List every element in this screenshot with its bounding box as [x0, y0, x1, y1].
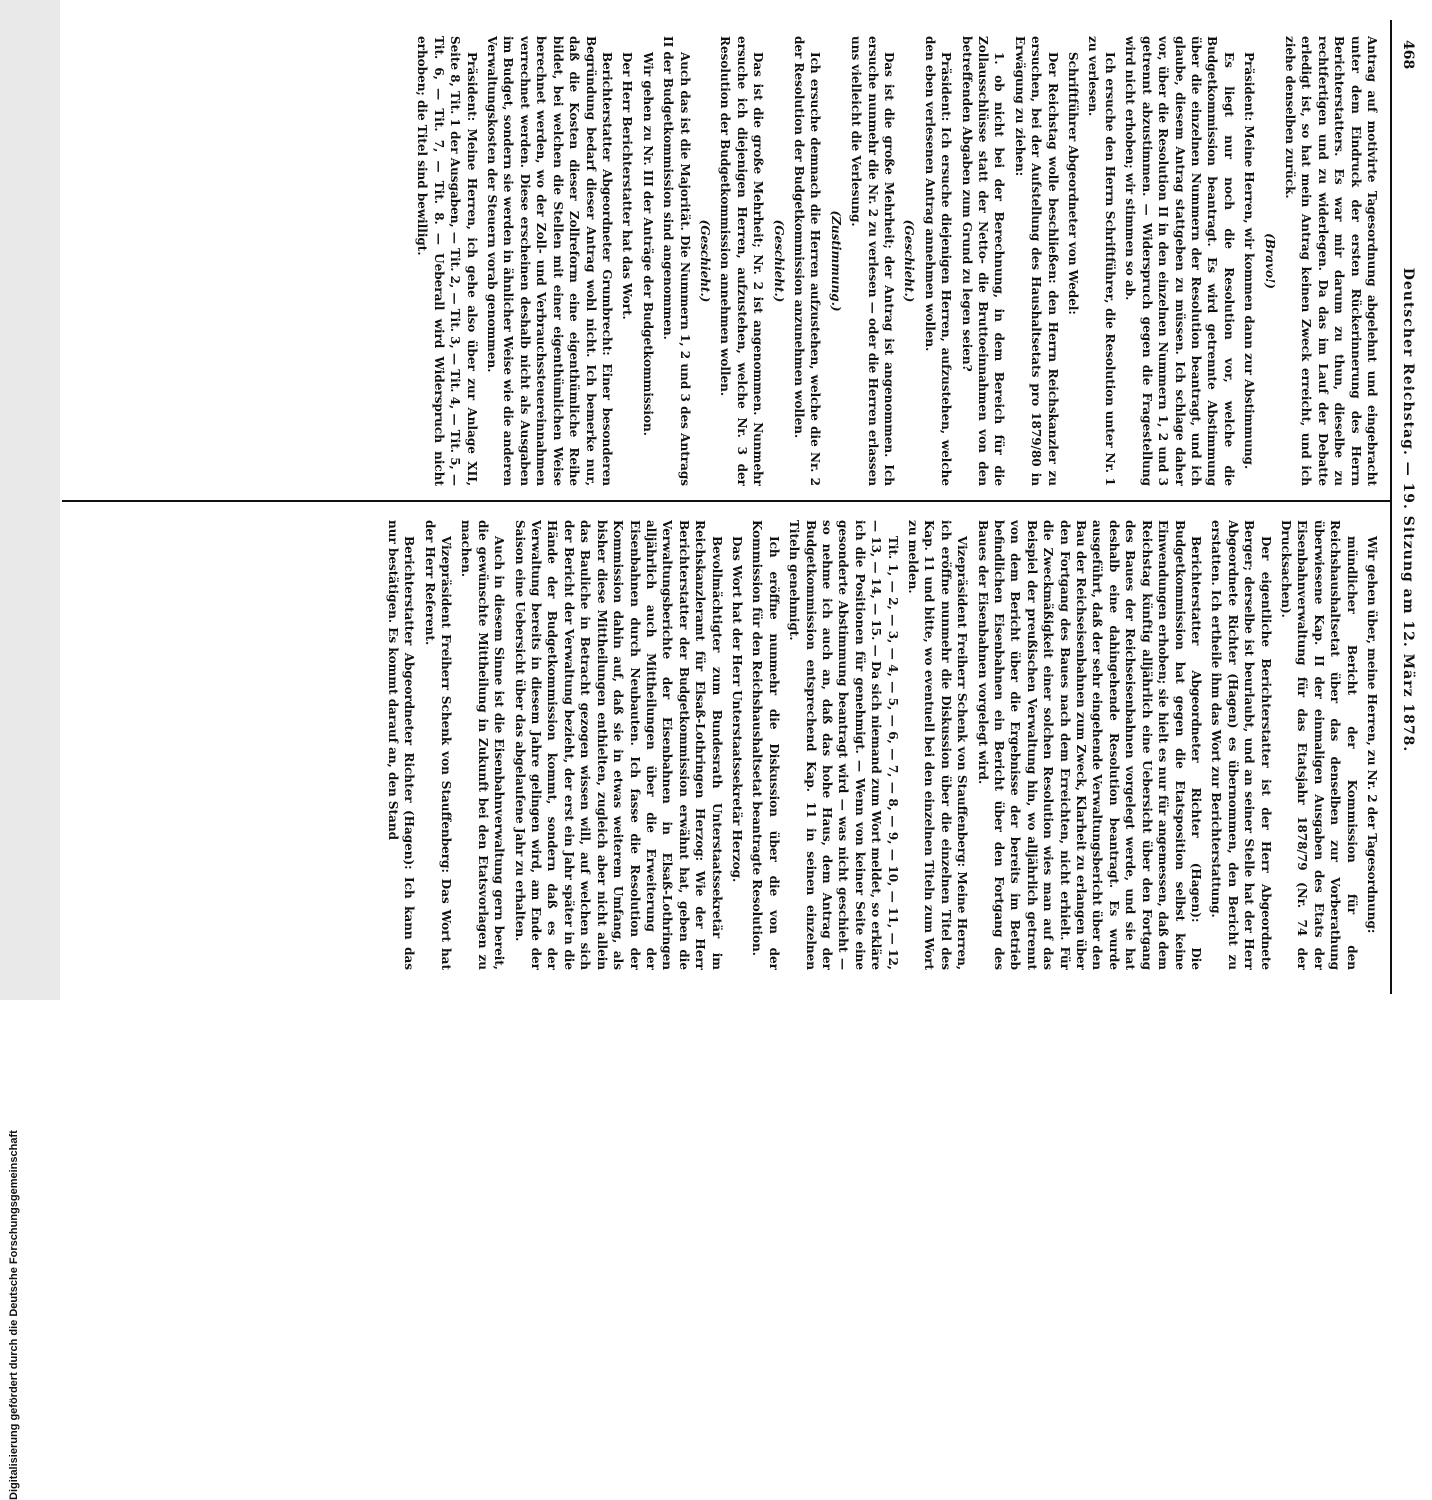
paragraph: Der Herr Berichterstatter hat das Wort. — [620, 52, 635, 320]
paragraph: Das ist die große Mehrheit; Nr. 2 ist angenommen. Nunmehr ersuche ich diejenigen Herren, aufzustehen, welche Nr. 3 der Resolution der Budgetkommission annehmen wollen. — [718, 36, 766, 486]
running-title: Deutscher Reichstag. — 19. Sitzung am 12. März 1878. — [1400, 267, 1416, 753]
paragraph: Bevollmächtigter zum Bundesrath Unterstaatssekretär im Reichskanzleramt für Elsaß-Lothringen Herzog: Wie der Herr Berichterstatter der Budgetkommission erwähnt hat, geben die Verwaltungsberichte der Eisenbahnen in Elsaß-Lothringen alljährlich auch Mittheilungen über die Erweiterung der Eisenbahnen durch Neubauten. Ich fasse die Resolution der Kommission dahin auf, daß sie in etwas weiterem Umfang, als bisher diese Mittheilungen enthielten, zugleich aber nicht allein das Bauliche in Betracht gezogen wissen will, auf welchen sich der Bericht der Verwaltung bezieht, der erst ein Jahr später in die Hände der Budgetkommission kommt, sondern daß es der Verwaltung bereits in diesem Jahre gelingen wird, am Ende der Saison eine Uebersicht über das abgelaufene Jahr zu erhalten. — [512, 520, 724, 970]
left-column — [64, 36, 1380, 486]
paragraph: (Bravo!) — [1262, 233, 1277, 289]
paragraph: Ich eröffne nunmehr die Diskussion über die von der Kommission für den Reichshaushaltsetat beantragte Resolution. — [750, 520, 781, 970]
paragraph: Antrag auf motivirte Tagesordnung abgelehnt und eingebracht unter dem Eindruck der ersten Rückerinnerung des Herrn Berichterstatters. Es war mir darum zu thun, dieselbe zu rechtfertigen und zu widerlegen. Da das im Lauf der Debatte erledigt ist, so hat mein Antrag keinen Zweck erreicht, und ich ziehe denselben zurück. — [1282, 36, 1379, 486]
paragraph: Präsident: Ich ersuche diejenigen Herren, aufzustehen, welche den eben verlesenen Antrag annehmen wollen. — [922, 36, 954, 486]
paragraph: Auch das ist die Majorität. Die Nummern 1, 2 und 3 des Antrags II der Budgetkommission sind angenommen. — [661, 36, 692, 486]
column-divider — [62, 500, 1390, 502]
credit-text: Digitalisierung gefördert durch die Deutsche Forschungsgemeinschaft — [8, 1130, 20, 1500]
paragraph: (Zustimmung.) — [828, 210, 843, 312]
header-rule — [1390, 20, 1392, 994]
page-edge-shadow — [0, 0, 60, 1000]
paragraph: Der eigentliche Berichterstatter ist der Herr Abgeordnete Berger; derselbe ist beurlaubt, und an seiner Stelle hat der Herr Abgeordnete Richter (Hagen) es übernommen, den Bericht zu erstatten. Ich ertheile ihm das Wort zur Berichterstattung. — [1209, 520, 1273, 970]
paragraph: mündlicher Bericht der Kommission für den Reichshaushaltsetat über das denselben zur Vorberathung überwiesene Kap. II der einmaligen Ausgaben des Etats der Eisenbahnverwaltung für das Etatsjahr 1878/79 (Nr. 74 der Drucksachen). — [1278, 520, 1359, 970]
paragraph: Ich ersuche den Herrn Schriftführer, die Resolution unter Nr. 1 zu verlesen. — [1086, 36, 1117, 486]
page-header — [1394, 40, 1416, 980]
paragraph: Das ist die große Mehrheit; der Antrag ist angenommen. Ich ersuche nunmehr die Nr. 2 zu verlesen — oder die Herren erlassen uns vielleicht die Verlesung. — [849, 36, 897, 486]
paragraph: Wir gehen zu Nr. III der Anträge der Budgetkommission. — [640, 52, 655, 436]
paragraph: Berichterstatter Abgeordneter Grumbrecht: Einer besonderen Begründung bedarf dieser Antrag wohl nicht. Ich bemerke nur, daß die Kosten dieser Zollreform eine eigenthümliche Reihe bildet, bei welchen die Stellen mit einer eigenthümlichen Weise berechnet werden, wo der Zoll- und Verbrauchssteuereinnahmen verrechnet werden. Diese erscheinen deshalb nicht als Ausgaben im Budget, sondern sie werden in ähnlicher Weise wie die anderen Verwaltungskosten der Steuern vorab genommen. — [485, 36, 614, 486]
paragraph: (Geschieht.) — [902, 219, 917, 303]
right-column — [64, 520, 1380, 970]
paragraph: Präsident: Meine Herren, wir kommen dann zur Abstimmung. — [1242, 52, 1257, 470]
paragraph: Auch in diesem Sinne ist die Eisenbahnverwaltung gern bereit, die gewünschte Mittheilung in Zukunft bei den Etatsvorlagen zu machen. — [459, 520, 507, 970]
paragraph: Wir gehen über, meine Herren, zu Nr. 2 der Tagesordnung: — [1365, 536, 1379, 934]
paragraph: Vizepräsident Freiherr Schenk von Stauffenberg: Meine Herren, ich eröffne nunmehr die Diskussion über die einzelnen Titel des Kap. 11 und bitte, wo eventuell bei den einzelnen Titeln zum Wort zu melden. — [906, 520, 970, 970]
paragraph: Ich ersuche demnach die Herren aufzustehen, welche die Nr. 2 der Resolution der Budgetkommission anzunehmen wollen. — [792, 36, 823, 486]
paragraph: Berichterstatter Abgeordneter Richter (Hagen): Ich kann das nur bestätigen. Es kommt darauf an, den Stand — [385, 520, 417, 970]
paragraph: (Geschieht.) — [771, 219, 786, 303]
paragraph: (Geschieht.) — [697, 219, 712, 303]
paragraph: Präsident: Meine Herren, ich gehe also über zur Anlage XII, Seite 8, Tit. 1 der Ausgaben, — Tit. 2, — Tit. 3, — Tit. 4, — Tit. 5, — Tit. 6, — Tit. 7, — Tit. 8. — Ueberall wird Widerspruch nicht erhoben; die Titel sind bewilligt. — [415, 36, 479, 486]
page-number: 468 — [1400, 40, 1416, 70]
paragraph: Das Wort hat der Herr Unterstaatssekretär Herzog. — [729, 536, 744, 883]
paragraph: Berichterstatter Abgeordneter Richter (Hagen): Die Budgetkommission hat gegen die Etatsposition selbst keine Einwendungen erhoben; sie hielt es nur für angemessen, daß dem Reichstag künftig alljährlich eine Uebersicht über den Fortgang des Baues der Reichseisenbahnen vorgelegt werde, und sie hat deshalb eine dahingehende Resolution beantragt. Es wurde ausgeführt, daß der sehr eingehende Verwaltungsbericht über den Bau der Reichseisenbahnen zum Zweck, Klarheit zu erlangen über den Fortgang des Baues nach dem Erreichten, nicht erhielt. Für die Zweckmäßigkeit einer solchen Resolution wies man auf das Beispiel der preußischen Verwaltung hin, wo alljährlich getrennt von dem Bericht über die Ergebnisse der bereits im Betrieb befindlichen Eisenbahnen ein Bericht über den Fortgang des Baues der Eisenbahnen vorgelegt wird. — [975, 520, 1203, 970]
paragraph: Der Reichstag wolle beschließen: den Herrn Reichskanzler zu ersuchen, bei der Aufstellung des Haushaltsetats pro 1879/80 in Erwägung zu ziehen: — [1012, 36, 1060, 486]
paragraph: Vizepräsident Freiherr Schenk von Stauffenberg: Das Wort hat der Herr Referent. — [422, 520, 454, 970]
paragraph: Tit. 1, — 2, — 3, — 4, — 5, — 6, — 7, — 8, — 9, — 10, — 11, — 12, — 13, — 14, — 15. — Da sich niemand zum Wort meldet, so erkläre ich die Positionen für genehmigt. — Wenn von keiner Seite eine gesonderte Abstimmung beantragt wird — was nicht geschieht — so nehme ich auch an, daß das hohe Haus, dem Antrag der Budgetkommission entsprechend Kap. 11 in seinen einzelnen Titeln genehmigt. — [787, 520, 900, 970]
paragraph: Es liegt nur noch die Resolution vor, welche die Budgetkommission beantragt. Es wird getrennte Abstimmung über die einzelnen Nummern der Resolution beantragt, und ich glaube, diesem Antrag stattgeben zu müssen. Ich schlage daher vor, über die Resolution II in den einzelnen Nummern 1, 2 und 3 getrennt abzustimmen. — Widerspruch gegen die Fragestellung wird nicht erhoben; wir stimmen so ab. — [1123, 36, 1236, 486]
paragraph: Schriftführer Abgeordneter von Wedel: — [1066, 52, 1081, 315]
paragraph: 1. ob nicht bei der Berechnung, in dem Bereich für die Zollausschlüsse statt der Netto- die Bruttoeinnahmen von den betreffenden Abgaben zum Grund zu legen seien? — [959, 36, 1007, 486]
